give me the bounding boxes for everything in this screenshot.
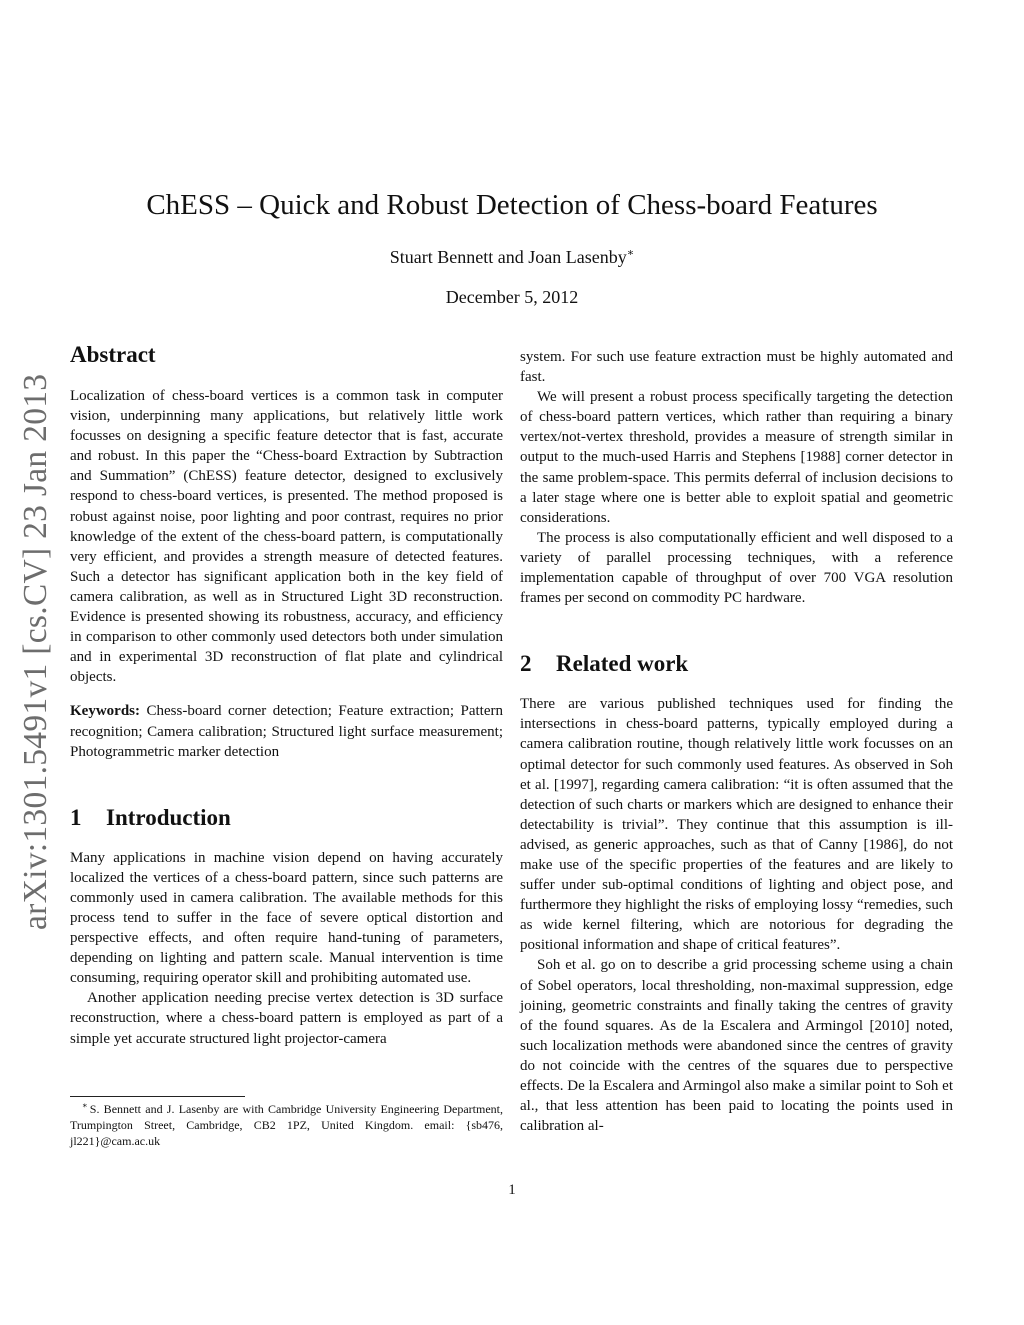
left-column <box>70 340 503 1049</box>
intro-paragraph-4: We will present a robust process specifically targeting the detection of chess-board pattern vertices, which rather than requiring a binary vertex/not-vertex threshold, provides a measure of strength similar in output to the much-used Harris and Stephens [1988] corner detector in the same problem-space. This permits deferral of inclusion decisions to a later stage where one is better able to exploit spatial and geometric considerations. <box>520 389 953 526</box>
paper-date: December 5, 2012 <box>445 287 579 307</box>
intro-paragraph-5: The process is also computationally efficient and well disposed to a variety of parallel processing techniques, with a reference implementation capable of throughput of over 700 VGA resolution frames per second on commodity PC hardware. <box>520 529 953 607</box>
intro-paragraph-2: Another application needing precise vertex detection is 3D surface reconstruction, where a chess-board pattern is employed as part of a simple yet accurate structured light projector-camera <box>70 990 503 1047</box>
footnote-mark: ∗ <box>82 1100 88 1110</box>
paper-title: ChESS – Quick and Robust Detection of Chess-board Features <box>146 189 878 221</box>
section-title: Related work <box>556 651 689 677</box>
abstract-text: Localization of chess-board vertices is a common task in computer vision, underpinning many applications, but relatively little work focusses on designing a specific feature detector that is fast, accurate and robust. In this paper the “Chess-board Extraction by Subtraction and Summation” (ChESS) feature detector, designed to exclusively respond to chess-board vertices, is presented. The method proposed is robust against noise, poor lighting and poor contrast, requires no prior knowledge of the extent of the chess-board pattern, is computationally very efficient, and provides a strength measure of detected features. Such a detector has significant application both in the key field of camera calibration, as well as in Structured Light 3D reconstruction. Evidence is presented showing its robustness, accuracy, and efficiency in comparison to other commonly used detectors both under simulation and in experimental 3D reconstruction of flat plate and cylindrical objects. <box>70 388 503 686</box>
page-number: 1 <box>508 1182 516 1198</box>
keywords <box>70 701 503 761</box>
related-paragraph-1: There are various published techniques used for finding the intersections in chess-board patterns, typically employed during a camera calibration routine, though relatively little work focusses on an optimal detector for such commonly used features. As observed in Soh et al. [1997], regarding camera calibration: “it is often assumed that the detection of such charts or markers which are designed to enhance their detectability is trivial”. They continue that this assumption is ill-advised, as generic approaches, such as that of Canny [1986], do not make use of the specific properties of the features and are likely to suffer under sub-optimal conditions of lighting and object pose, and furthermore they highlight the risks of employing lossy “remedies, such as wide kernel filtering, which are notorious for degrading the positional information and shape of critical features”. <box>520 696 953 954</box>
section-title: Introduction <box>106 804 231 830</box>
section-heading-introduction <box>70 803 503 833</box>
right-column <box>520 347 953 1136</box>
section-heading-related-work <box>520 649 953 679</box>
arxiv-identifier: arXiv:1301.5491v1 [cs.CV] 23 Jan 2013 <box>17 373 54 930</box>
abstract-heading: Abstract <box>70 342 156 367</box>
paper-authors <box>60 245 964 269</box>
related-paragraph-2: Soh et al. go on to describe a grid processing scheme using a chain of Sobel operators, local thresholding, non-maximal suppression, edge joining, geometric constraints and finally taking the centres of gravity of the found squares. As de la Escalera and Armingol [2010] noted, such localization methods were abandoned since the centres of gravity do not coincide with the centres of the squares due to perspective effects. De la Escalera and Armingol also make a similar point to Soh et al., that less attention has been paid to locating the points used in calibration al- <box>520 957 953 1135</box>
footnote-rule <box>70 1096 245 1097</box>
section-number: 1 <box>70 804 82 830</box>
author-footnote-mark: ∗ <box>626 247 635 259</box>
intro-paragraph-1: Many applications in machine vision depend on having accurately localized the vertices of a chess-board pattern, since such patterns are commonly used in camera calibration. The available methods for this process tend to suffer in the face of severe optical distortion and perspective effects, and often require hand-tuning of parameters, depending on lighting and pattern scale. Manual intervention is time consuming, requiring operator skill and prohibiting automated use. <box>70 849 503 987</box>
section-number: 2 <box>520 651 532 677</box>
keywords-text: Chess-board corner detection; Feature extraction; Pattern recognition; Camera calibration; Structured light surface measurement; Photogrammetric marker detection <box>70 703 503 760</box>
footnote <box>70 1101 503 1149</box>
keywords-label: Keywords: <box>70 703 140 720</box>
footnote-text: S. Bennett and J. Lasenby are with Cambridge University Engineering Department, Trumpington Street, Cambridge, CB2 1PZ, United Kingdom. email: {sb476, jl221}@cam.ac.uk <box>70 1102 503 1148</box>
intro-paragraph-3: system. For such use feature extraction must be highly automated and fast. <box>520 349 953 386</box>
author-names: Stuart Bennett and Joan Lasenby <box>389 247 627 267</box>
